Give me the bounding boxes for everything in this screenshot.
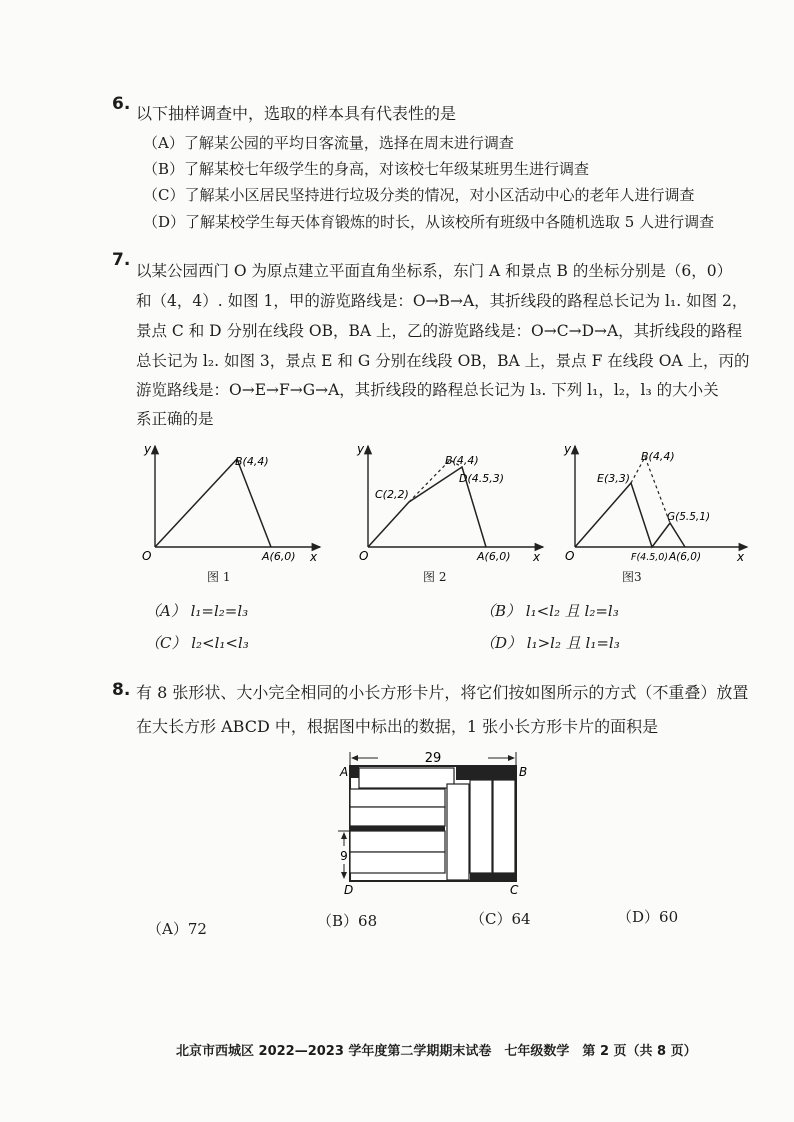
question-7-line-5: 游览路线是：O→E→F→G→A，其折线段的路程总长记为 l₃. 下列 l₁，l₂，l₃ 的大小关 — [136, 381, 719, 399]
question-6-option-b: （B）了解某校七年级学生的身高，对该校七年级某班男生进行调查 — [143, 160, 590, 178]
point-a-label: A(6,0) — [262, 550, 296, 563]
vertex-b-label: B — [519, 765, 528, 779]
shaded-strip-middle — [350, 826, 445, 831]
question-8-line-2: 在大长方形 ABCD 中，根据图中标出的数据，1 张小长方形卡片的面积是 — [136, 717, 659, 736]
question-8-number: 8. — [112, 680, 131, 700]
question-7-line-6: 系正确的是 — [136, 410, 214, 428]
question-7-line-4: 总长记为 l₂. 如图 3，景点 E 和 G 分别在线段 OB，BA 上，景点 F 在线段 OA 上，丙的 — [136, 352, 750, 370]
point-b-label: B(4,4) — [235, 455, 269, 468]
point-a-label: A(6,0) — [669, 551, 702, 563]
dashed-segment-e-b-g — [631, 457, 670, 523]
figure-1-caption: 图 1 — [207, 570, 231, 584]
figure-1 — [130, 440, 330, 565]
y-label: y — [564, 442, 572, 456]
question-8-option-b: （B）68 — [317, 912, 378, 930]
shaded-corner-b — [456, 766, 516, 780]
origin-label: O — [142, 549, 152, 563]
point-f-label: F(4.5,0) — [631, 552, 669, 563]
figure-2-caption: 图 2 — [423, 570, 447, 584]
question-6-option-d: （D）了解某校学生每天体育锻炼的时长，从该校所有班级中各随机选取 5 人进行调查 — [143, 213, 715, 231]
vertex-a-label: A — [340, 765, 349, 779]
question-6-number: 6. — [112, 94, 131, 114]
question-8-option-d: （D）60 — [617, 908, 679, 926]
question-7-line-3: 景点 C 和 D 分别在线段 OB，BA 上，乙的游览路线是：O→C→D→A，其折线段的路程 — [136, 322, 743, 340]
origin-label: O — [565, 549, 575, 563]
point-e-label: E(3,3) — [597, 472, 631, 485]
card-v3 — [493, 780, 515, 873]
card-h2 — [350, 789, 445, 807]
card-h4 — [350, 831, 445, 852]
y-label: y — [144, 442, 152, 456]
shaded-corner-c — [470, 873, 516, 881]
point-b-label: B(4,4) — [641, 450, 675, 463]
point-g-label: G(5.5,1) — [667, 511, 711, 523]
point-c-label: C(2,2) — [375, 488, 409, 501]
question-7-option-c: （C） l₂<l₁<l₃ — [145, 634, 249, 652]
question-7-line-2: 和（4，4）. 如图 1，甲的游览路线是：O→B→A，其折线段的路程总长记为 l₁. 如图 2， — [136, 292, 748, 310]
point-b-label: B(4,4) — [445, 454, 479, 467]
card-h5 — [350, 852, 445, 873]
x-label: x — [310, 550, 318, 564]
card-h3 — [350, 807, 445, 826]
x-label: x — [737, 550, 745, 564]
figure-2 — [353, 440, 553, 565]
card-v2 — [470, 780, 492, 873]
point-d-label: D(4.5,3) — [459, 472, 505, 485]
question-7-line-1: 以某公园西门 O 为原点建立平面直角坐标系，东门 A 和景点 B 的坐标分别是（6，0） — [136, 262, 733, 280]
page-footer: 北京市西城区 2022—2023 学年度第二学期期末试卷 七年级数学 第 2 页（共 8 页） — [176, 1044, 697, 1059]
question-7-option-b: （B） l₁<l₂ 且 l₂=l₃ — [480, 602, 619, 620]
card-v1 — [447, 784, 469, 880]
point-a-label: A(6,0) — [477, 550, 511, 563]
card-h1 — [359, 768, 454, 788]
question-8-option-c: （C）64 — [470, 910, 531, 928]
question-7-option-d: （D） l₁>l₂ 且 l₁=l₃ — [480, 634, 620, 652]
question-8-line-1: 有 8 张形状、大小完全相同的小长方形卡片，将它们按如图所示的方式（不重叠）放置 — [136, 683, 749, 702]
width-label: 29 — [424, 751, 442, 766]
figure-3-caption: 图3 — [622, 570, 642, 584]
vertex-c-label: C — [510, 883, 519, 896]
y-label: y — [357, 442, 365, 456]
height-label: 9 — [340, 849, 348, 863]
x-label: x — [533, 550, 541, 564]
figure-3 — [557, 440, 757, 565]
rectangle-figure — [330, 746, 530, 896]
question-6-option-a: （A）了解某公园的平均日客流量，选择在周末进行调查 — [143, 134, 514, 152]
vertex-d-label: D — [344, 883, 354, 896]
question-7-option-a: （A） l₁=l₂=l₃ — [145, 602, 249, 620]
origin-label: O — [359, 549, 369, 563]
question-6-stem: 以下抽样调查中，选取的样本具有代表性的是 — [136, 104, 457, 123]
question-7-number: 7. — [112, 250, 131, 270]
question-6-option-c: （C）了解某小区居民坚持进行垃圾分类的情况，对小区活动中心的老年人进行调查 — [143, 186, 695, 204]
question-8-option-a: （A）72 — [147, 920, 207, 938]
route-o-b-a — [155, 459, 271, 547]
shaded-corner-a — [350, 766, 359, 778]
